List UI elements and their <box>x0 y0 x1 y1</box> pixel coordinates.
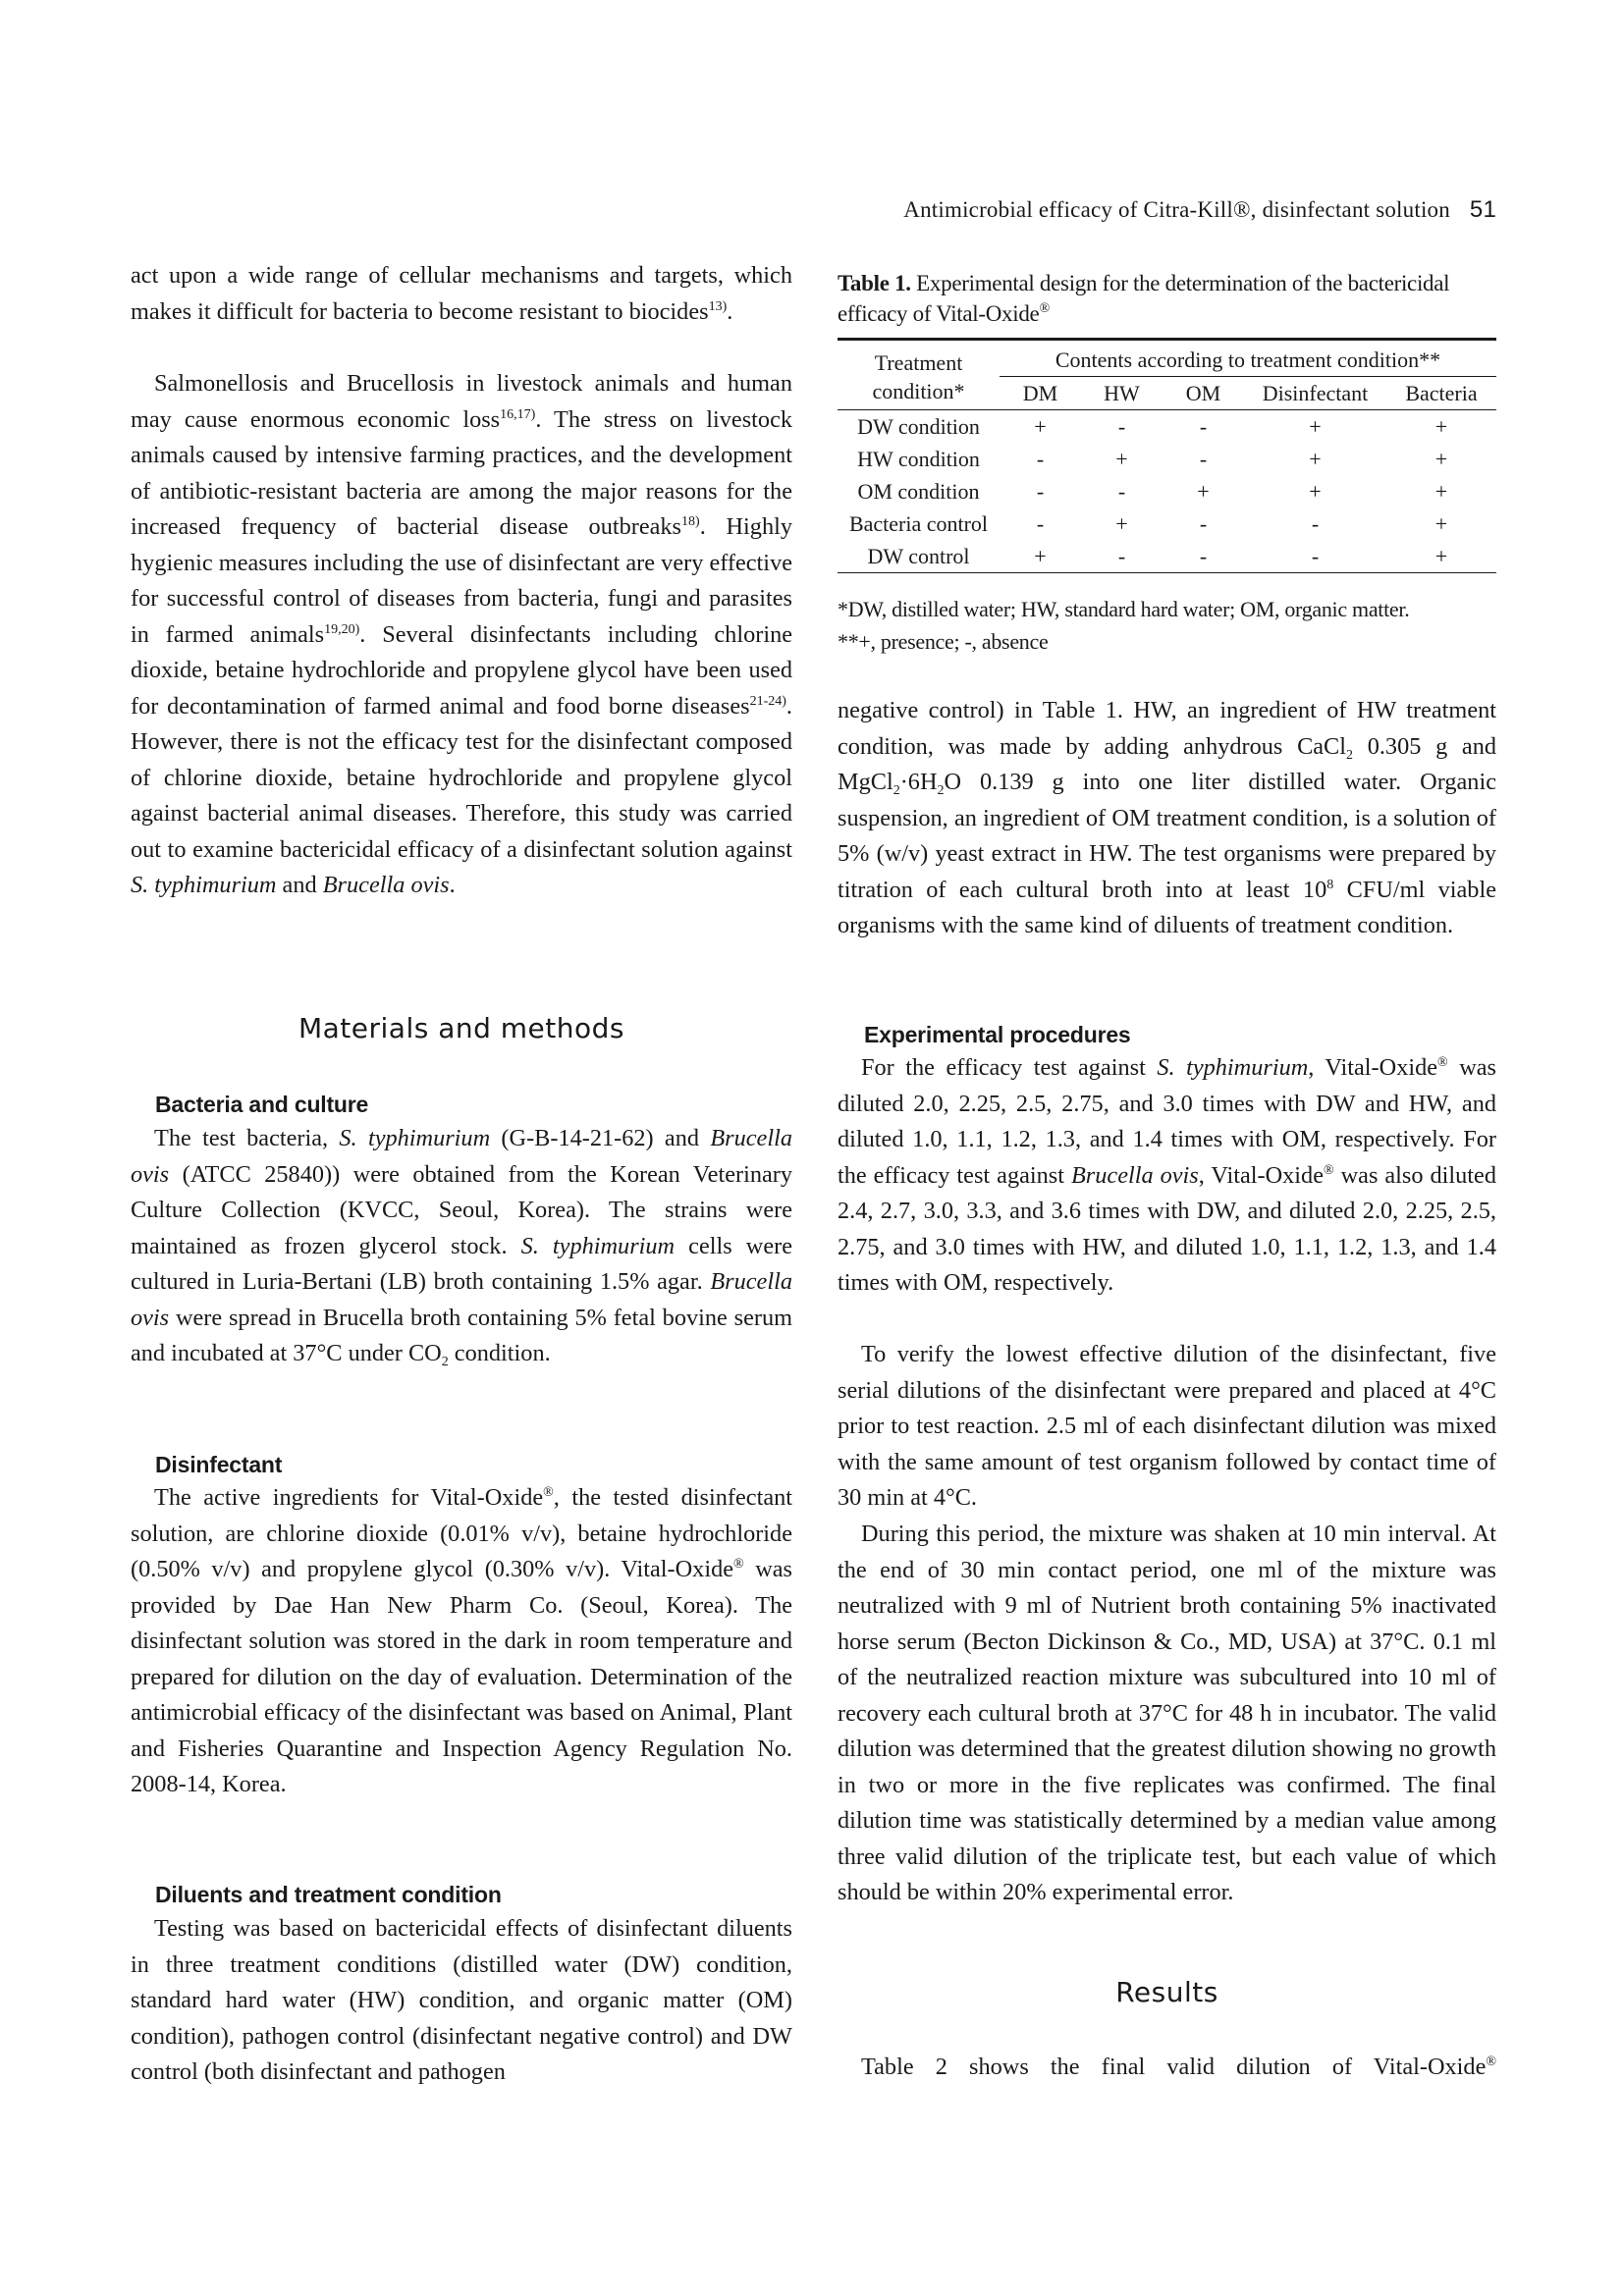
disinfectant-paragraph: The active ingredients for Vital-Oxide®, the tested disinfectant solution, are chlorine dioxide (0.01% v/v), betaine hydrochloride (0.50% v/v) and propylene glycol (0.30% v/v). Vital-Oxide® was provided by Dae Han New Pharm Co. (Seoul, Korea). The disinfectant solution was stored in the dark in room temperature and prepared for dilution on the day of evaluation. Determination of the antimicrobial efficacy of the disinfectant was based on Animal, Plant and Fisheries Quarantine and Inspection Agency Regulation No. 2008-14, Korea. <box>131 1484 792 1797</box>
subheading-experimental-procedures: Experimental procedures <box>864 1022 1131 1047</box>
bacteria-paragraph: The test bacteria, S. typhimurium (G-B-14-21-62) and Brucella ovis (ATCC 25840)) were obtained from the Korean Veterinary Culture Collection (KVCC, Seoul, Korea). The strains were maintained as frozen glycerol stock. S. typhimurium cells were cultured in Luria-Bertani (LB) broth containing 1.5% agar. Brucella ovis were spread in Brucella broth containing 5% fetal bovine serum and incubated at 37°C under $CO_2$ condition. <box>131 1125 792 1369</box>
table-1-footnotes <box>838 593 1496 658</box>
results-paragraph: Table 2 shows the final valid dilution of Vital-Oxide® <box>861 2054 1496 2080</box>
subheading-bacteria: Bacteria and culture <box>155 1092 369 1117</box>
table-row: DW condition + - - + + <box>857 414 1448 439</box>
intro-paragraph-1: act upon a wide range of cellular mechanisms and targets, which makes it difficult for bacteria to become resistant to biocides$^{13)}$. <box>131 262 792 325</box>
diluents-paragraph: Testing was based on bactericidal effects of disinfectant diluents in three treatment conditions (distilled water (DW) condition, standard hard water (HW) condition, and organic matter (OM) condition), pathogen control (disinfectant negative control) and DW control (both disinfectant and pathogen <box>131 1915 792 2085</box>
procedures-paragraph-1: For the efficacy test against S. typhimurium, Vital-Oxide® was diluted 2.0, 2.25, 2.5, 2.75, and 3.0 times with DW and HW, and diluted 1.0, 1.1, 1.2, 1.3, and 1.4 times with OM, respectively. For the efficacy test against Brucella ovis, Vital-Oxide® was also diluted 2.4, 2.7, 3.0, 3.3, and 3.6 times with DW, and diluted 2.0, 2.25, 2.5, 2.75, and 3.0 times with HW, and diluted 1.0, 1.1, 1.2, 1.3, and 1.4 times with OM, respectively. <box>838 1054 1496 1296</box>
subheading-disinfectant: Disinfectant <box>155 1452 283 1477</box>
section-heading-materials: Materials and methods <box>298 1012 625 1044</box>
intro-paragraph-2: Salmonellosis and Brucellosis in livestock animals and human may cause enormous economic loss$^{16,17)}$. The stress on livestock animals caused by intensive farming practices, and the development of antibiotic-resistant bacteria are among the major reasons for the increased frequency of bacterial disease outbreaks$^{18)}$. Highly hygienic measures including the use of disinfectant are very effective for successful control of diseases from bacteria, fungi and parasites in farmed animals$^{19,20)}$. Several disinfectants including chlorine dioxide, betaine hydrochloride and propylene glycol have been used for decontamination of farmed animal and food borne diseases$^{21-24)}$. However, there is not the efficacy test for the disinfectant composed of chlorine dioxide, betaine hydrochloride and propylene glycol against bacterial animal diseases. Therefore, this study was carried out to examine bactericidal efficacy of a disinfectant solution against S. typhimurium and Brucella ovis. <box>131 370 792 898</box>
section-heading-results: Results <box>1115 1976 1218 2008</box>
table-col-disinfectant: Disinfectant <box>1244 377 1386 410</box>
table-col-bacteria: Bacteria <box>1386 377 1496 410</box>
table-footnote-2: **+, presence; -, absence <box>838 629 1049 654</box>
table-1-caption: Table 1. Experimental design for the determination of the bactericidal efficacy of Vital-Oxide® <box>838 271 1450 326</box>
table-col-dm: DM <box>1000 377 1081 410</box>
procedures-paragraph-3: During this period, the mixture was shaken at 10 min interval. At the end of 30 min contact period, one ml of the mixture was neutralized with 9 ml of Nutrient broth containing 5% inactivated horse serum (Becton Dickinson & Co., MD, USA) at 37°C. 0.1 ml of the neutralized reaction mixture was subcultured into 10 ml of recovery each cultural broth at 37°C for 48 h in incubator. The valid dilution was determined that the greatest dilution showing no growth in two or more in the five replicates was confirmed. The final dilution time was statistically determined by a median value among three valid dilution of the triplicate test, but each value of which should be within 20% experimental error. <box>838 1521 1496 1905</box>
diluents-continued-paragraph: negative control) in Table 1. HW, an ingredient of HW treatment condition, was made by adding anhydrous CaCl$_2$ 0.305 g and $MgCl_2\cdot 6H_2O$ 0.139 g into one liter distilled water. Organic suspension, an ingredient of OM treatment condition, is a solution of 5% (w/v) yeast extract in HW. The test organisms were prepared by titration of each cultural broth into at least $10^8$ CFU/ml viable organisms with the same kind of diluents of treatment condition. <box>838 697 1496 938</box>
table-1 <box>838 338 1496 573</box>
table-col-om: OM <box>1163 377 1244 410</box>
table-row: OM condition - - + + + <box>857 479 1448 504</box>
table-row: HW condition - + - + + <box>857 447 1448 471</box>
table-row: DW control + - - - + <box>838 540 1496 573</box>
running-head-title: Antimicrobial efficacy of Citra-Kill®, disinfectant solution <box>903 197 1450 222</box>
table-row: Bacteria control - + - - + <box>848 511 1448 536</box>
table-header-group: Contents according to treatment condition** <box>1000 340 1496 377</box>
page-number: 51 <box>1469 196 1496 223</box>
table-header-treatment: Treatment condition* <box>838 340 1000 410</box>
table-col-hw: HW <box>1081 377 1163 410</box>
table-footnote-1: *DW, distilled water; HW, standard hard water; OM, organic matter. <box>838 597 1410 621</box>
subheading-diluents: Diluents and treatment condition <box>155 1882 502 1907</box>
running-head <box>868 196 1496 224</box>
procedures-paragraph-2: To verify the lowest effective dilution of the disinfectant, five serial dilutions of the disinfectant were prepared and placed at 4°C prior to test reaction. 2.5 ml of each disinfectant dilution was mixed with the same amount of test organism followed by contact time of 30 min at 4°C. <box>838 1341 1496 1511</box>
